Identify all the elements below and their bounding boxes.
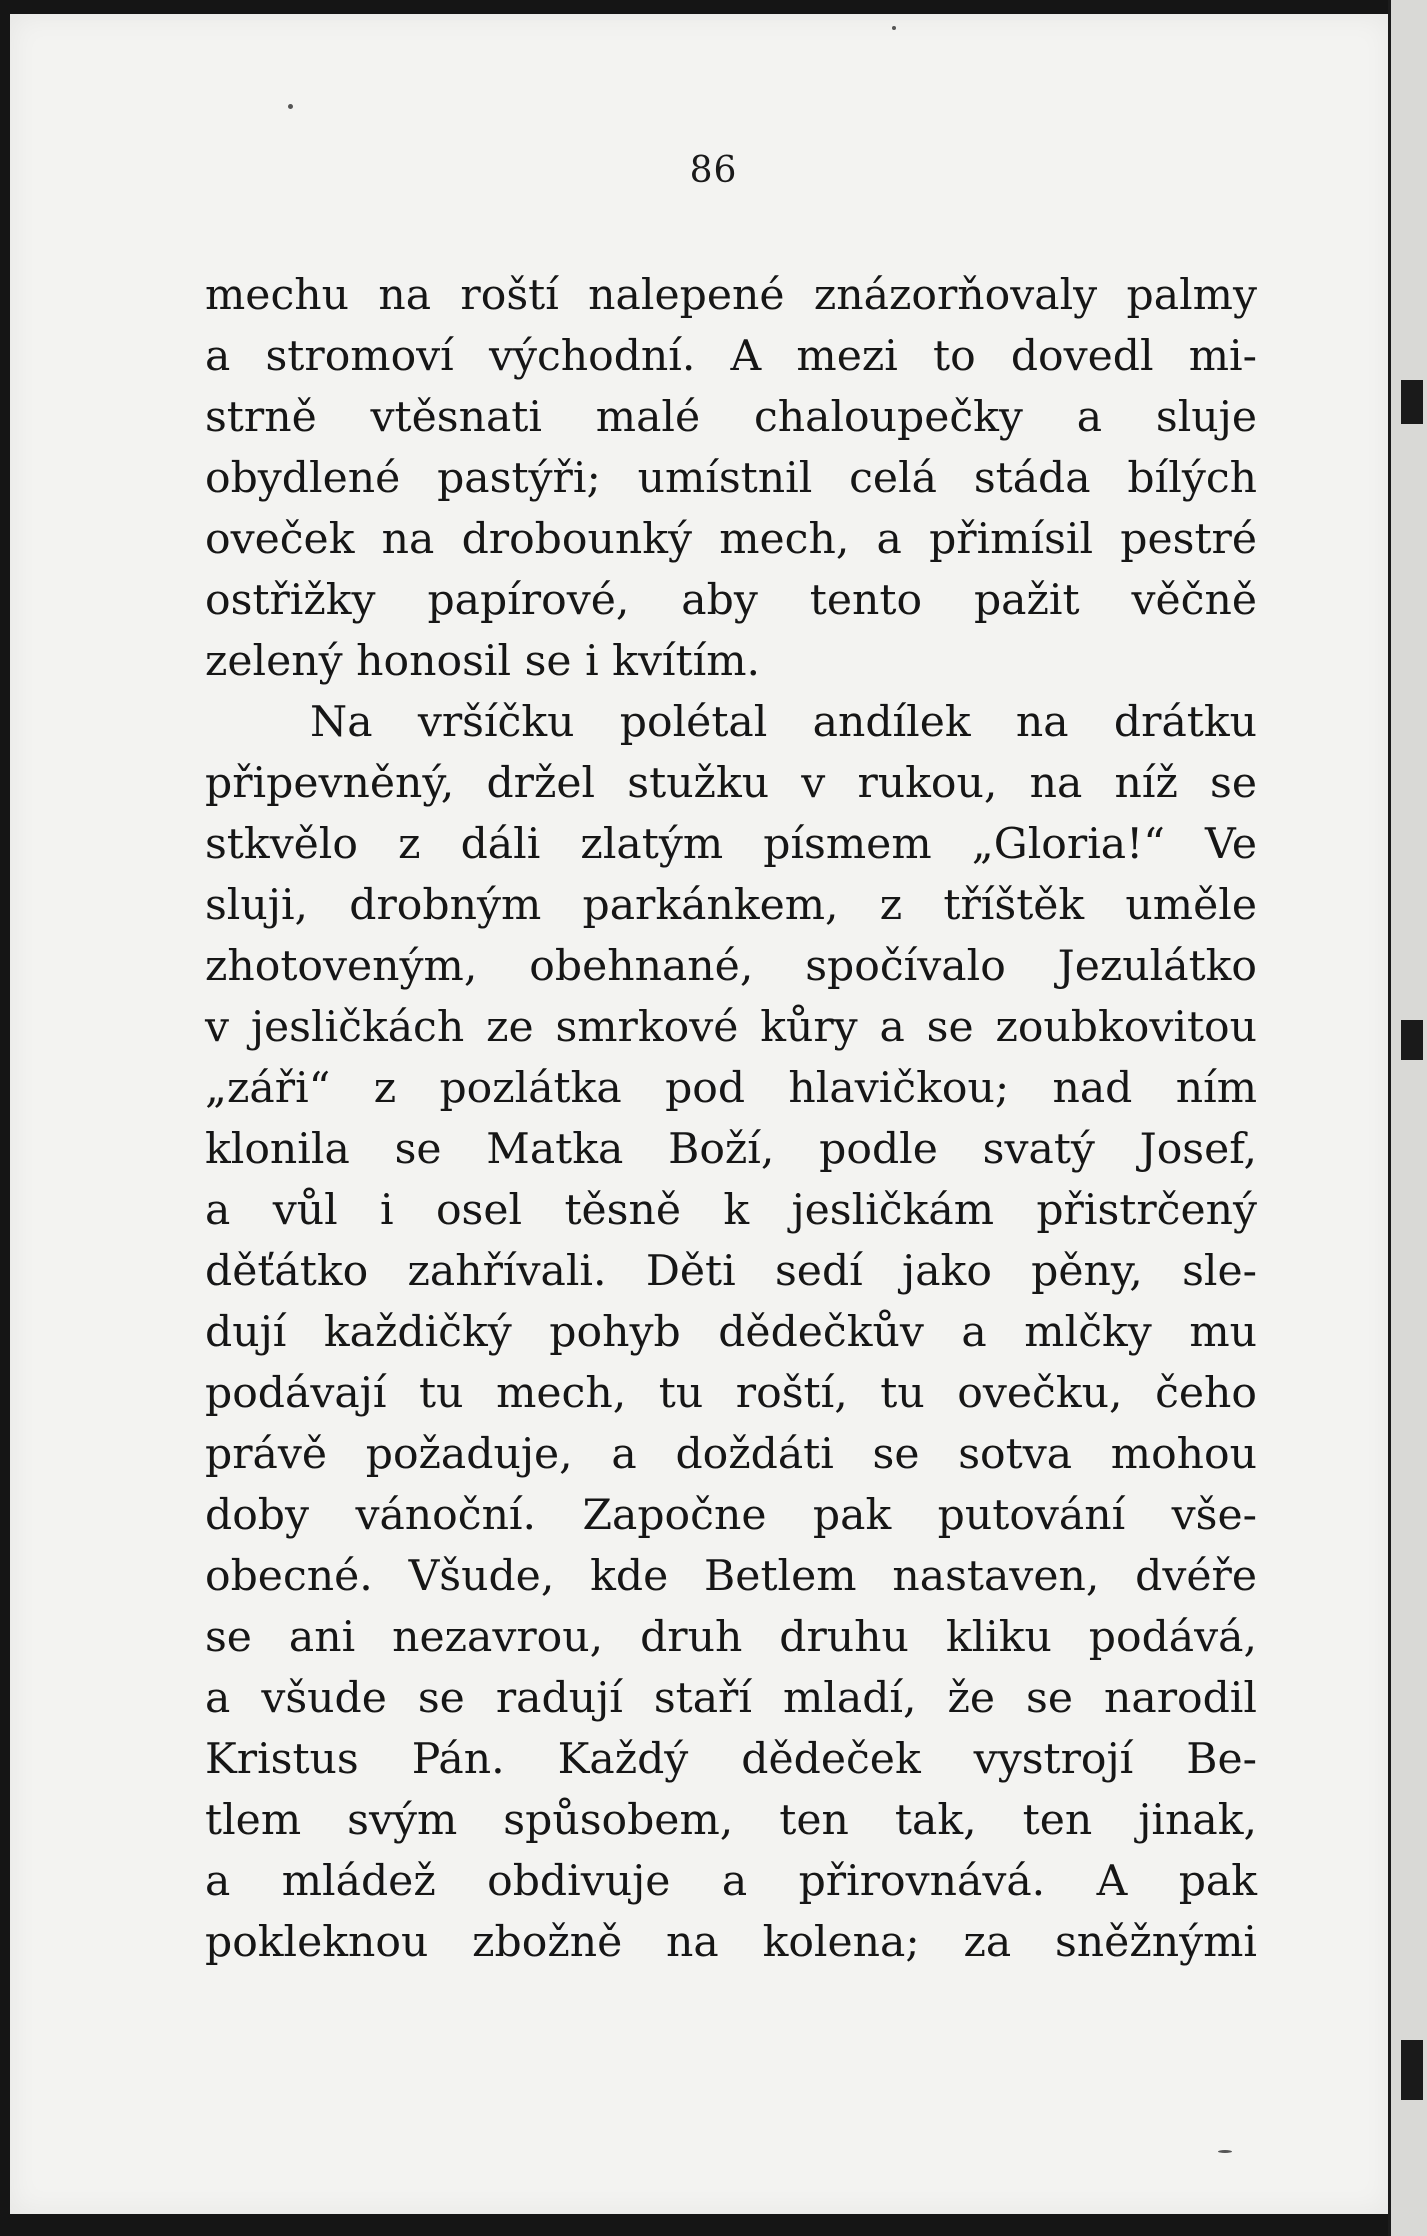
text-line: pokleknou zbožně na kolena; za sněžnými	[205, 1918, 1257, 1967]
text-line: „záři“ z pozlátka pod hlavičkou; nad ním	[205, 1064, 1257, 1113]
text-line: mechu na roští nalepené znázorňovaly palmy	[205, 271, 1257, 320]
text-line: obydlené pastýři; umístnil celá stáda bílých	[205, 454, 1257, 503]
text-line: a vůl i osel těsně k jesličkám přistrčený	[205, 1186, 1257, 1235]
text-line: děťátko zahřívali. Děti sedí jako pěny, sle-	[205, 1247, 1257, 1296]
text-line: a stromoví východní. A mezi to dovedl mi-	[205, 332, 1257, 381]
text-line: sluji, drobným parkánkem, z tříštěk uměle	[205, 881, 1257, 930]
text-line: obecné. Všude, kde Betlem nastaven, dvéře	[205, 1552, 1257, 1601]
page-number: 86	[689, 150, 738, 191]
text-line: se ani nezavrou, druh druhu kliku podává,	[205, 1613, 1257, 1662]
text-line: Kristus Pán. Každý dědeček vystrojí Be-	[205, 1735, 1257, 1784]
text-line: zelený honosil se i kvítím.	[205, 637, 761, 686]
text-line: klonila se Matka Boží, podle svatý Josef,	[205, 1125, 1257, 1174]
dust-speck	[892, 26, 896, 30]
text-line: právě požaduje, a doždáti se sotva mohou	[205, 1430, 1257, 1479]
text-line: připevněný, držel stužku v rukou, na níž se	[205, 759, 1257, 808]
edge-mark	[1401, 2040, 1423, 2100]
text-line: Na vršíčku polétal andílek na drátku	[310, 698, 1257, 747]
text-line: tlem svým spůsobem, ten tak, ten jinak,	[205, 1796, 1257, 1845]
text-line: a mládež obdivuje a přirovnává. A pak	[205, 1857, 1257, 1906]
edge-mark	[1401, 1020, 1423, 1060]
dust-speck	[1218, 2150, 1232, 2153]
text-line: ostřižky papírové, aby tento pažit věčně	[205, 576, 1257, 625]
text-line: oveček na drobounký mech, a přimísil pestré	[205, 515, 1257, 564]
body-text	[205, 265, 1257, 1973]
text-line: stkvělo z dáli zlatým písmem „Gloria!“ Ve	[205, 820, 1257, 869]
edge-mark	[1401, 380, 1423, 424]
text-line: a všude se radují staří mladí, že se narodil	[205, 1674, 1257, 1723]
text-line: zhotoveným, obehnané, spočívalo Jezulátko	[205, 942, 1257, 991]
text-line: doby vánoční. Započne pak putování vše-	[205, 1491, 1257, 1540]
text-line: podávají tu mech, tu roští, tu ovečku, čeho	[205, 1369, 1257, 1418]
text-line: strně vtěsnati malé chaloupečky a sluje	[205, 393, 1257, 442]
page-edge-strip	[1388, 0, 1427, 2236]
dust-speck	[288, 104, 293, 109]
text-line: v jesličkách ze smrkové kůry a se zoubkovitou	[205, 1003, 1257, 1052]
text-line: dují každičký pohyb dědečkův a mlčky mu	[205, 1308, 1257, 1357]
